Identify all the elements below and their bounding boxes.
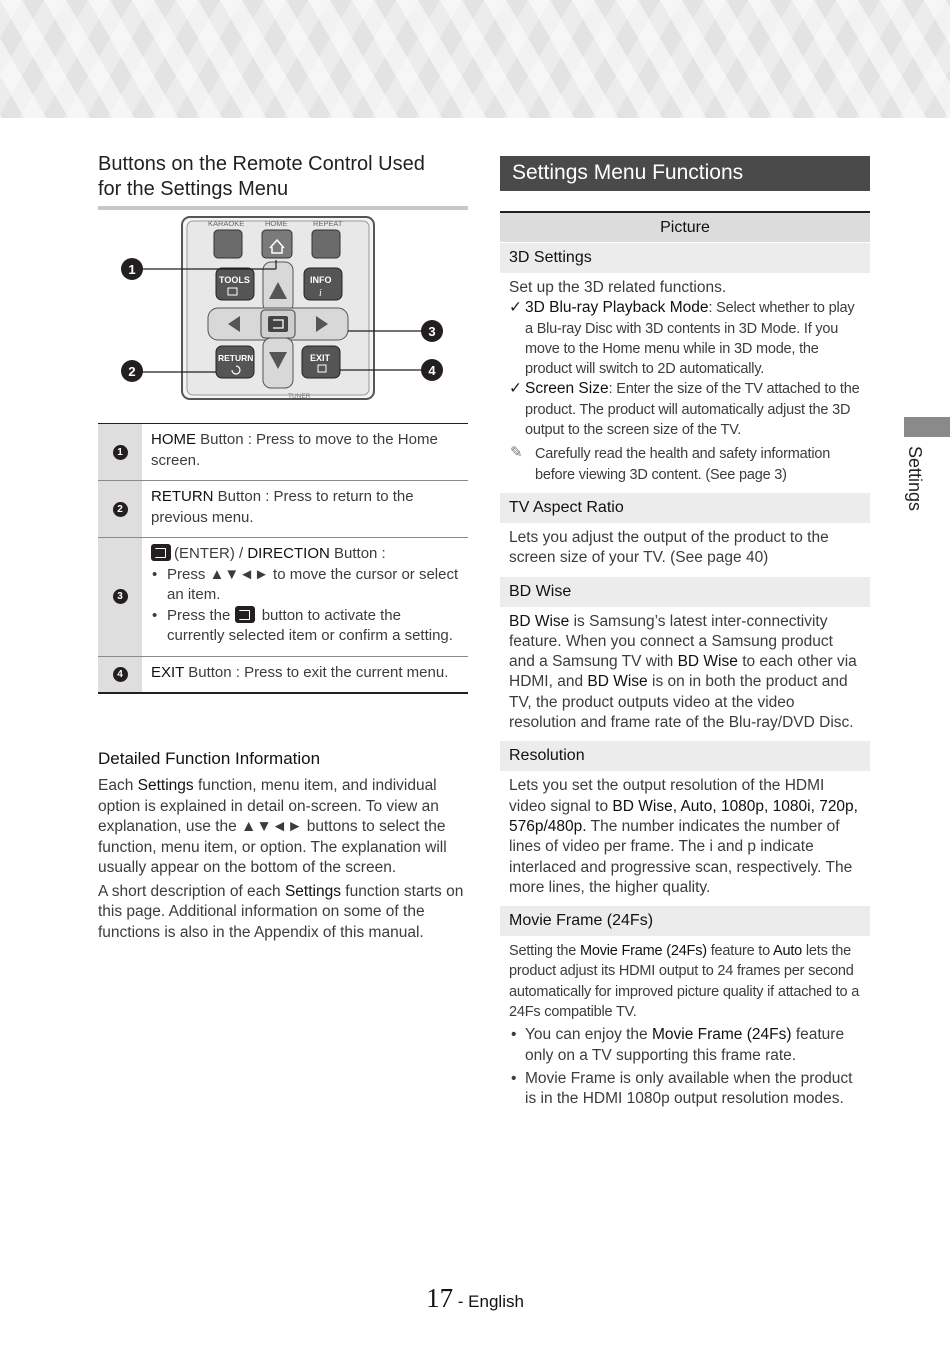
text: The number indicates the number of lines of video per frame. The i and p indicate interlaced and progressive scan, respectively. The more lines, the higher quality. bbox=[509, 817, 853, 896]
row-number bbox=[98, 657, 142, 693]
label-home: HOME bbox=[265, 219, 288, 228]
list-item bbox=[151, 606, 460, 647]
number-badge: 2 bbox=[113, 502, 128, 517]
bold-text: 3D Blu-ray Playback Mode bbox=[525, 299, 709, 317]
button-name: DIRECTION bbox=[247, 545, 330, 562]
section-head-3d: 3D Settings bbox=[500, 243, 870, 273]
header-decoration bbox=[0, 0, 950, 118]
section-body-bdwise bbox=[500, 607, 870, 741]
row-number bbox=[98, 538, 142, 656]
bold-text: Auto bbox=[773, 943, 803, 960]
bold-text: Movie Frame (24Fs) bbox=[579, 943, 707, 960]
row-description bbox=[142, 538, 468, 656]
button-text: Button : Press to return to the previous menu. bbox=[151, 488, 414, 526]
label-return: RETURN bbox=[218, 353, 254, 363]
callout-2: 2 bbox=[128, 364, 136, 379]
detailed-function-info bbox=[98, 748, 468, 946]
picture-heading: Picture bbox=[500, 211, 870, 242]
bullet-text: button to activate the currently selected item or confirm a setting. bbox=[167, 606, 453, 644]
number-badge: 1 bbox=[113, 445, 128, 460]
number-badge: 4 bbox=[113, 667, 128, 682]
text: Setting the bbox=[509, 943, 580, 960]
section-body-movie-frame bbox=[500, 936, 870, 1116]
text: Each bbox=[98, 777, 138, 794]
section-body-3d bbox=[500, 273, 870, 492]
settings-menu-header: Settings Menu Functions bbox=[500, 156, 870, 191]
text: function starts on this page. Additional information on some of the functions is also in the Appendix of this manual. bbox=[98, 882, 464, 941]
label-exit: EXIT bbox=[310, 353, 331, 363]
button-text: Button : Press to move to the Home screen. bbox=[151, 431, 438, 469]
button-name: RETURN bbox=[151, 488, 214, 505]
bold-text: BD Wise, Auto, 1080p, 1080i, 720p, 576p/480p. bbox=[509, 797, 858, 835]
button-name: HOME bbox=[151, 431, 196, 448]
bold-text: Screen Size bbox=[525, 380, 609, 398]
bullet-text: Press the bbox=[167, 606, 235, 624]
section-head-resolution: Resolution bbox=[500, 741, 870, 771]
label-info: INFO bbox=[310, 275, 332, 285]
list-item: • Movie Frame is only available when the product is in the HDMI 1080p output resolution modes. bbox=[509, 1069, 861, 1110]
section-body-resolution bbox=[500, 771, 870, 905]
page-language: - English bbox=[453, 1292, 524, 1311]
text: You can enjoy the bbox=[525, 1026, 652, 1044]
bold-text: Settings bbox=[284, 882, 341, 900]
enter-icon bbox=[235, 606, 255, 623]
svg-text:i: i bbox=[319, 288, 322, 299]
text: : Select whether to play a Blu-ray Disc with 3D contents in 3D Mode. If you move to the Home menu while in 3D mode, the product will switch to 2D automatically. bbox=[525, 300, 855, 378]
intro-text: Set up the 3D related functions. bbox=[509, 279, 727, 296]
side-tab-marker bbox=[904, 417, 950, 437]
remote-button-table bbox=[98, 423, 468, 694]
detail-paragraph bbox=[98, 882, 468, 944]
bold-text: Settings bbox=[137, 777, 194, 794]
bold-text: BD Wise bbox=[587, 673, 648, 691]
row-description bbox=[142, 424, 468, 480]
remote-illustration bbox=[98, 210, 468, 415]
row-number bbox=[98, 481, 142, 537]
text: is Samsung’s latest inter-connectivity feature. When you connect a Samsung product and a Samsung TV with bbox=[509, 612, 833, 671]
row-number bbox=[98, 424, 142, 480]
section-body-aspect bbox=[500, 523, 870, 576]
label-tuner: TUNER bbox=[288, 393, 311, 400]
table-row bbox=[98, 424, 468, 481]
section-head-aspect: TV Aspect Ratio bbox=[500, 493, 870, 523]
bullet-list bbox=[151, 565, 460, 647]
list-item bbox=[509, 1025, 861, 1066]
title-line-1: Buttons on the Remote Control Used bbox=[98, 153, 425, 175]
enter-label: (ENTER) bbox=[174, 545, 235, 562]
label-repeat: REPEAT bbox=[313, 219, 343, 228]
separator: / bbox=[234, 545, 248, 562]
row-description bbox=[142, 657, 468, 693]
text: to each other via HDMI, and bbox=[509, 653, 857, 691]
text: : Enter the size of the TV attached to the product. The product will automatically adjust the 3D output to the screen size of the TV. bbox=[525, 381, 860, 439]
text: Lets you adjust the output of the product to the screen size of your TV. (See page 40) bbox=[509, 528, 829, 567]
note-item: ✎ Carefully read the health and safety information before viewing 3D content. (See page 3) bbox=[509, 444, 861, 485]
section-head-movie-frame: Movie Frame (24Fs) bbox=[500, 906, 870, 936]
number-badge: 3 bbox=[113, 589, 128, 604]
table-row bbox=[98, 657, 468, 693]
table-row bbox=[98, 481, 468, 538]
table-row bbox=[98, 538, 468, 657]
remote-control-icon bbox=[98, 210, 468, 415]
bold-text: Movie Frame (24Fs) bbox=[651, 1026, 792, 1044]
text: A short description of each bbox=[98, 882, 285, 900]
callout-1: 1 bbox=[128, 262, 136, 277]
detail-heading: Detailed Function Information bbox=[98, 749, 321, 768]
text: feature to bbox=[706, 943, 774, 960]
text: lets the product adjust its HDMI output to 24 frames per second automatically for improved picture quality if attached to a 24Fs compatible TV. bbox=[509, 943, 860, 1021]
callout-4: 4 bbox=[428, 363, 436, 378]
bold-text: BD Wise bbox=[509, 612, 570, 630]
check-item bbox=[509, 298, 861, 379]
text: feature only on a TV supporting this frame rate. bbox=[525, 1026, 845, 1064]
button-text: Button : Press to exit the current menu. bbox=[184, 663, 449, 681]
remote-buttons-section bbox=[98, 152, 468, 415]
text: Lets you set the output resolution of the HDMI video signal to bbox=[509, 777, 825, 815]
button-text: Button : bbox=[329, 545, 386, 562]
section-title bbox=[98, 152, 468, 202]
detail-paragraph bbox=[98, 776, 468, 879]
button-name: EXIT bbox=[151, 663, 185, 681]
row-description bbox=[142, 481, 468, 537]
bold-text: BD Wise bbox=[677, 653, 738, 671]
enter-icon bbox=[151, 544, 171, 561]
title-line-2: for the Settings Menu bbox=[98, 178, 289, 200]
side-tab-label: Settings bbox=[905, 446, 925, 512]
text: function, menu item, and individual option is explained in detail on-screen. To view an explanation, use the ▲▼◄► buttons to select the function, menu item, or option. The explanation will usually appear on the bottom of the screen. bbox=[98, 777, 447, 876]
list-item: • Press ▲▼◄► to move the cursor or select an item. bbox=[151, 565, 460, 606]
settings-functions bbox=[500, 211, 870, 1117]
section-head-bdwise: BD Wise bbox=[500, 577, 870, 607]
movie-intro bbox=[509, 941, 861, 1022]
text: is on in both the product and TV, the product outputs video at the video resolution and frame rate of the Blu-ray/DVD Disc. bbox=[509, 673, 854, 732]
page-number: 17 bbox=[426, 1283, 454, 1313]
page-footer bbox=[0, 1283, 950, 1314]
check-item bbox=[509, 379, 861, 440]
callout-3: 3 bbox=[428, 324, 436, 339]
label-tools: TOOLS bbox=[219, 275, 250, 285]
label-karaoke: KARAOKE bbox=[208, 219, 245, 228]
